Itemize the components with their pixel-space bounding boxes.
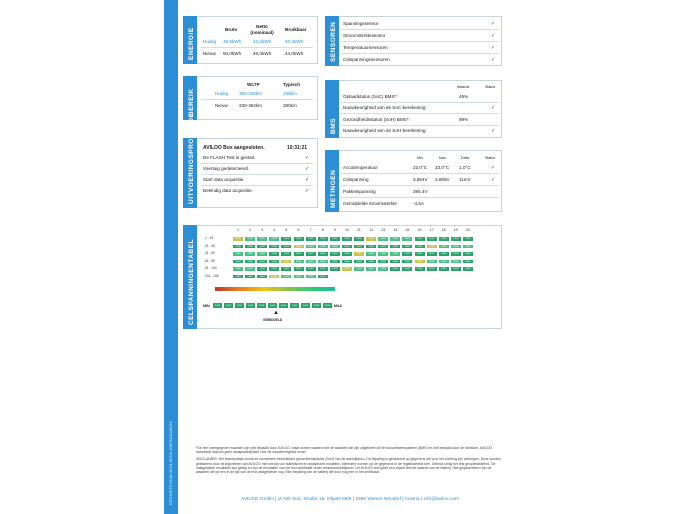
voltage-cell: 3,660	[377, 251, 389, 257]
metingen-tab: METINGEN	[325, 150, 339, 212]
sensoren-tab: SENSOREN	[325, 16, 339, 66]
voltage-cell: 3,660	[268, 274, 280, 280]
check-icon: ✓	[305, 188, 310, 194]
divider	[201, 174, 313, 175]
bms-row-label: Gezondheidsstatus (SoH) BMS*:	[343, 117, 410, 122]
energie-value: 50,0kWh	[223, 51, 242, 56]
bereik-tab: BEREIK	[183, 76, 197, 120]
column-header: 4	[273, 228, 276, 232]
voltage-cell: 3,660	[244, 244, 256, 250]
check-icon: ✓	[305, 166, 310, 172]
energie-value: 46,0kWh	[253, 51, 272, 56]
voltage-cell: 3,660	[268, 266, 280, 272]
metingen-header: Status	[485, 156, 496, 160]
check-icon: ✓	[491, 165, 496, 171]
protocol-step: Beëindig data acquisitie.	[203, 188, 253, 193]
voltage-cell: 3,660	[365, 236, 377, 242]
minmax-cell: 3,662	[300, 302, 311, 309]
column-header: 20	[465, 228, 470, 232]
column-header: 14	[393, 228, 398, 232]
voltage-cell: 3,660	[401, 244, 413, 250]
min-label: MIN	[203, 304, 210, 308]
bms-row-label: Oplaadstatus (SoC) BMS*:	[343, 94, 398, 99]
voltage-cell: 3,660	[353, 266, 365, 272]
bms-header-waarde: Waarde	[457, 85, 470, 89]
voltage-cell: 3,660	[341, 251, 353, 257]
voltage-cell: 3,660	[462, 266, 474, 272]
voltage-cell: 3,660	[268, 244, 280, 250]
voltage-cell: 3,660	[401, 266, 413, 272]
minmax-cell: 3,658	[245, 302, 256, 309]
voltage-cell: 3,660	[329, 236, 341, 242]
voltage-cell: 3,660	[268, 259, 280, 265]
metingen-value: 3,654V	[413, 177, 428, 182]
column-header: 17	[429, 228, 434, 232]
metingen-row-label: Pakketspanning	[343, 189, 376, 194]
divider	[341, 29, 499, 30]
column-header: 18	[441, 228, 446, 232]
voltage-cell: 3,660	[450, 251, 462, 257]
column-header: 8	[321, 228, 324, 232]
metingen-panel	[330, 150, 502, 212]
divider	[341, 185, 499, 186]
voltage-cell: 3,660	[426, 236, 438, 242]
voltage-cell: 3,660	[414, 266, 426, 272]
voltage-cell: 3,660	[438, 259, 450, 265]
row-header: 101 - 108	[205, 273, 219, 278]
protocol-panel	[188, 113, 318, 208]
check-icon: ✓	[491, 45, 496, 51]
bereik-value: 258km	[283, 91, 297, 96]
sensoren-panel	[330, 16, 502, 66]
divider	[341, 113, 499, 114]
divider	[341, 102, 499, 103]
check-icon: ✓	[491, 21, 496, 27]
max-label: MAX	[334, 304, 342, 308]
column-header: 16	[417, 228, 422, 232]
check-icon: ✓	[491, 33, 496, 39]
bereik-value: 280km	[283, 103, 297, 108]
voltage-cell: 3,660	[401, 251, 413, 257]
voltage-cell: 3,660	[268, 251, 280, 257]
voltage-cell: 3,660	[293, 274, 305, 280]
energie-value: 40,4kWh	[285, 39, 304, 44]
minmax-cell: 3,660	[267, 302, 278, 309]
voltage-cell: 3,660	[280, 259, 292, 265]
row-header: 41 - 60	[205, 251, 215, 255]
minmax-cell: 3,657	[234, 302, 245, 309]
voltage-cell: 3,660	[317, 236, 329, 242]
column-header: 13	[381, 228, 386, 232]
voltage-cell: 3,660	[293, 259, 305, 265]
voltage-cell: 3,660	[462, 236, 474, 242]
voltage-cell: 3,660	[414, 259, 426, 265]
check-icon: ✓	[305, 177, 310, 183]
bms-panel	[330, 80, 502, 138]
voltage-cell: 3,660	[268, 236, 280, 242]
voltage-cell: 3,660	[232, 236, 244, 242]
voltage-cell: 3,660	[244, 274, 256, 280]
voltage-cell: 3,660	[317, 251, 329, 257]
check-icon: ✓	[491, 57, 496, 63]
minmax-cell: 3,661	[289, 302, 300, 309]
protocol-step: Start data acquisitie.	[203, 177, 245, 182]
metingen-header: Delta	[461, 156, 470, 160]
column-header: 5	[285, 228, 288, 232]
voltage-cell: 3,660	[377, 259, 389, 265]
voltage-cell: 3,660	[365, 251, 377, 257]
voltage-cell: 3,660	[305, 274, 317, 280]
metingen-value: 11mV	[459, 177, 471, 182]
voltage-cell: 3,660	[256, 251, 268, 257]
bereik-value: 303-325km	[239, 91, 262, 96]
bms-row-label: Nauwkeurigheid van de SoC-berekening:	[343, 105, 427, 110]
energie-value: 49,9kWh	[223, 39, 242, 44]
protocol-title: AVILOO Box aangesloten.	[203, 145, 265, 151]
divider	[341, 41, 499, 42]
column-header: 6	[297, 228, 300, 232]
voltage-cell: 3,660	[232, 266, 244, 272]
voltage-cell: 3,660	[232, 259, 244, 265]
voltage-color-scale	[215, 287, 335, 291]
voltage-cell: 3,660	[293, 244, 305, 250]
minmax-cell: 3,659	[256, 302, 267, 309]
voltage-cell: 3,660	[462, 259, 474, 265]
voltage-cell: 3,660	[280, 236, 292, 242]
voltage-cell: 3,660	[377, 236, 389, 242]
metingen-header: Max.	[439, 156, 447, 160]
column-header: 3	[261, 228, 264, 232]
voltage-cell: 3,660	[353, 244, 365, 250]
celspanning-tab: CELSPANNINGENTABEL	[183, 225, 197, 329]
divider	[201, 185, 313, 186]
column-header: 2	[249, 228, 252, 232]
check-icon: ✓	[491, 105, 496, 111]
row-header: 61 - 80	[205, 258, 215, 263]
column-header: 15	[405, 228, 410, 232]
protocol-tab: UITVOERINGSPROTOCOL	[183, 138, 197, 208]
voltage-cell: 3,660	[401, 259, 413, 265]
column-header: 9	[333, 228, 336, 232]
bereik-row-label: Nieuw	[215, 103, 228, 108]
voltage-cell: 3,660	[317, 244, 329, 250]
bereik-value: 330-354km	[239, 103, 262, 108]
voltage-cell: 3,660	[293, 251, 305, 257]
sensor-item: Temperatuursensoren	[343, 45, 388, 50]
disclaimer	[196, 446, 502, 474]
voltage-cell: 3,660	[438, 244, 450, 250]
voltage-cell: 3,660	[389, 251, 401, 257]
voltage-cell: 3,660	[244, 266, 256, 272]
bms-value: 49%	[459, 94, 469, 99]
voltage-cell: 3,660	[232, 251, 244, 257]
energie-value: 44,0kWh	[285, 51, 304, 56]
voltage-cell: 3,660	[353, 259, 365, 265]
voltage-cell: 3,660	[293, 266, 305, 272]
voltage-cell: 3,660	[256, 274, 268, 280]
document-id: EEC34E79-2E48-4D24-9CD6-1087ADA2AD34	[168, 421, 173, 505]
check-icon: ✓	[305, 155, 310, 161]
voltage-cell: 3,660	[414, 236, 426, 242]
energie-value: 42,2kWh	[253, 39, 272, 44]
voltage-cell: 3,660	[401, 236, 413, 242]
voltage-cell: 3,660	[305, 244, 317, 250]
protocol-step: De FLASH Test is gestart.	[203, 155, 256, 160]
voltage-cell: 3,660	[280, 244, 292, 250]
voltage-cell: 3,660	[426, 259, 438, 265]
voltage-cell: 3,660	[329, 266, 341, 272]
divider	[341, 53, 499, 54]
voltage-cell: 3,660	[341, 236, 353, 242]
voltage-cell: 3,660	[232, 274, 244, 280]
voltage-cell: 3,660	[414, 251, 426, 257]
protocol-step: Voertuig gedetecteerd.	[203, 166, 250, 171]
divider	[341, 125, 499, 126]
voltage-cell: 3,660	[232, 244, 244, 250]
bms-row-label: Nauwkeurigheid van de SoH-berekening:	[343, 128, 427, 133]
voltage-cell: 3,660	[365, 259, 377, 265]
minmax-cell: 3,660	[278, 302, 289, 309]
voltage-cell: 3,660	[244, 259, 256, 265]
energie-header-bruto: Bruto	[225, 27, 238, 32]
metingen-row-label: Gemiddelde stroomsterkte	[343, 201, 397, 206]
energie-row-label: Huidig	[203, 39, 217, 44]
row-header: 81 - 100	[205, 266, 217, 270]
voltage-cell: 3,660	[438, 236, 450, 242]
bereik-row-label: Huidig	[215, 91, 229, 96]
voltage-cell: 3,660	[438, 251, 450, 257]
minmax-cell: 3,663	[311, 302, 322, 309]
voltage-cell: 3,660	[462, 251, 474, 257]
voltage-cell: 3,660	[389, 266, 401, 272]
voltage-cell: 3,660	[256, 236, 268, 242]
voltage-cell: 3,660	[317, 266, 329, 272]
energie-tab: ENERGIE	[183, 16, 197, 64]
voltage-cell: 3,660	[377, 266, 389, 272]
minmax-cell: 3,654	[212, 302, 223, 309]
voltage-cell: 3,660	[329, 251, 341, 257]
voltage-cell: 3,660	[365, 266, 377, 272]
voltage-cell: 3,660	[389, 244, 401, 250]
voltage-cell: 3,660	[256, 244, 268, 250]
voltage-cell: 3,660	[305, 236, 317, 242]
bms-header-status: Status	[485, 85, 496, 89]
voltage-cell: 3,660	[353, 236, 365, 242]
sensor-item: Celspanningssensoren	[343, 57, 390, 62]
column-header: 10	[344, 228, 349, 232]
energie-header-bruikbaar: Bruikbaar	[285, 27, 307, 32]
voltage-cell: 3,660	[341, 244, 353, 250]
voltage-cell: 3,660	[450, 266, 462, 272]
metingen-value: 23,0°C	[435, 165, 450, 170]
metingen-value: 395,4V	[413, 189, 428, 194]
voltage-cell: 3,660	[450, 259, 462, 265]
energie-header-netto: Netto (nominaal)	[250, 24, 274, 35]
voltage-cell: 3,660	[389, 236, 401, 242]
voltage-cell: 3,660	[341, 266, 353, 272]
minmax-cell: 3,657	[223, 302, 234, 309]
minmax-cell: 3,665	[322, 302, 333, 309]
voltage-cell: 3,660	[256, 259, 268, 265]
metingen-row-label: Accutemperatuur	[343, 165, 378, 170]
voltage-cell: 3,660	[426, 266, 438, 272]
protocol-time: 10:31:21	[287, 145, 308, 151]
metingen-value: 22,0°C	[413, 165, 428, 170]
voltage-cell: 3,660	[329, 244, 341, 250]
energie-row-label: Nieuw	[203, 51, 216, 56]
divider	[201, 163, 313, 164]
voltage-cell: 3,660	[426, 244, 438, 250]
row-header: 1 - 20	[205, 236, 214, 240]
column-header: 12	[369, 228, 374, 232]
voltage-cell: 3,660	[244, 236, 256, 242]
divider	[201, 99, 313, 100]
voltage-cell: 3,660	[438, 266, 450, 272]
voltage-cell: 3,660	[426, 251, 438, 257]
sensor-item: Spanningssensor	[343, 21, 379, 26]
bereik-panel	[188, 76, 318, 120]
company-footer: AVILOO GmbH | IZ NÖ-Süd, Straße 16, Objekt 69/5 | 2355 Wiener Neudorf | Austria | info@aviloo.com	[241, 497, 459, 502]
voltage-cell: 3,660	[450, 236, 462, 242]
voltage-cell: 3,660	[462, 244, 474, 250]
metingen-value: 1,0°C	[459, 165, 471, 170]
disclaimer-text: DISCLAIMER: Het testresultaat omvat de momenteel beschikbare gezondheidsstatus (SoH) van de aandrijfaccu. De bepaling is gebaseerd op gegevens die voor het voertuig zijn verkregen. Deze worden gebaseerd door de algoritmen van AVILOO met behulp van statistische en analytische modellen. Meerdere worden op de gegevens in de regelbaarheid ken. Gebruik veilig het test geoptimaliseerd. De vastgestelde resultaten zijn geldig en zijn de resultaten van het test certificaat onder verantwoordelijkheid. De AVILOO-test geeft een vrijwel-test de waarde van de batterij. Niet gegarandeerd zijn de waarden die op een in de tijd van de test vastgestelde nog. Elke bepaling van de batterij die door nog een in het certificaat.	[196, 457, 501, 475]
voltage-cell: 3,660	[256, 266, 268, 272]
bms-tab: BMS	[325, 80, 339, 138]
voltage-cell: 3,660	[341, 259, 353, 265]
column-header: 19	[453, 228, 458, 232]
voltage-cell: 3,660	[305, 251, 317, 257]
metingen-value: 3,665V	[435, 177, 450, 182]
voltage-cell: 3,660	[377, 244, 389, 250]
row-header: 21 - 40	[205, 243, 215, 248]
voltage-cell: 3,660	[414, 244, 426, 250]
voltage-cell: 3,660	[353, 251, 365, 257]
voltage-cell: 3,660	[280, 274, 292, 280]
metingen-value: -4,5A	[413, 201, 424, 206]
voltage-cell: 3,660	[280, 266, 292, 272]
energie-panel	[188, 16, 318, 64]
divider	[201, 47, 313, 48]
sensor-item: Stroomsterktesensor	[343, 33, 386, 38]
voltage-cell: 3,660	[329, 259, 341, 265]
gemiddeld-marker-icon: ▲	[273, 310, 279, 316]
divider	[341, 173, 499, 174]
column-header: 11	[357, 228, 361, 232]
voltage-cell: 3,660	[317, 259, 329, 265]
check-icon: ✓	[491, 177, 496, 183]
bms-value: 99%	[459, 117, 469, 122]
voltage-cell: 3,660	[293, 236, 305, 242]
voltage-cell: 3,660	[365, 244, 377, 250]
voltage-cell: 3,660	[317, 274, 329, 280]
voltage-cell: 3,660	[280, 251, 292, 257]
bereik-header-wltp: WLTP	[247, 82, 260, 87]
bereik-header-typisch: Typisch	[283, 82, 301, 87]
column-header: 1	[237, 228, 239, 232]
voltage-cell: 3,660	[305, 259, 317, 265]
metingen-header: Min.	[417, 156, 424, 160]
divider	[341, 197, 499, 198]
voltage-cell: 3,660	[244, 251, 256, 257]
gemiddeld-label: GEMIDDELD	[263, 318, 283, 322]
voltage-cell: 3,660	[305, 266, 317, 272]
disclaimer-note: *De hier weergegeven waarden zijn niet bepaald door AVILOO, maar komen waaren niet de waarden die zijn uitgelezen uit het accubeheersysteem (BMS) en niet bepaald door de fabrikant. AVILOO aanvaardt daarom geen aansprakelijkheid voor de nauwkeurigheid ervan.	[196, 446, 493, 455]
voltage-cell: 3,660	[389, 259, 401, 265]
check-icon: ✓	[491, 128, 496, 134]
column-header: 7	[309, 228, 312, 232]
voltage-cell: 3,660	[450, 244, 462, 250]
metingen-row-label: Celspanning	[343, 177, 369, 182]
